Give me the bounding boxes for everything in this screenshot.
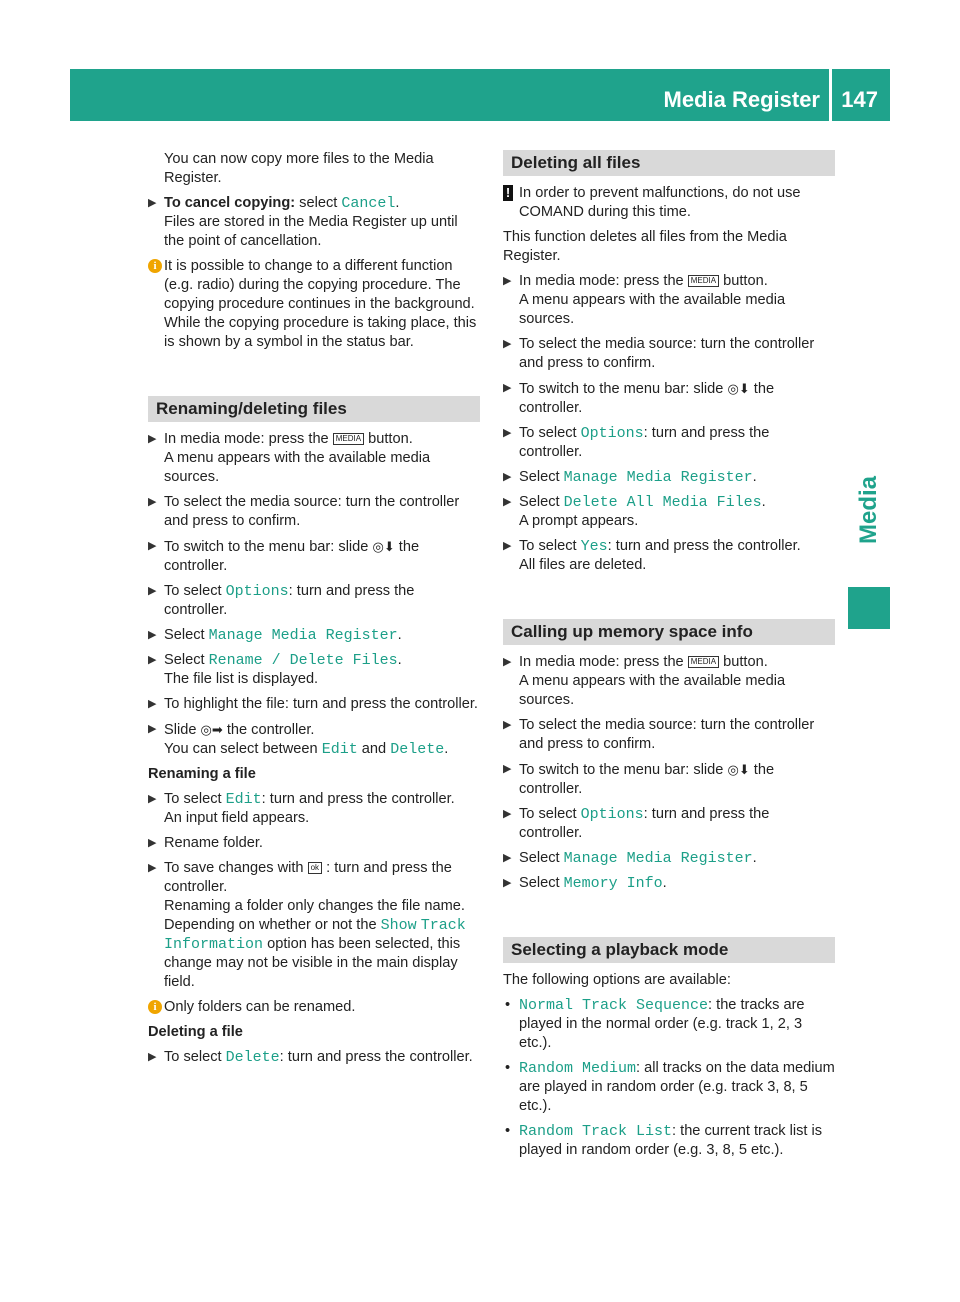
option-random-medium: • Random Medium: all tracks on the data medium are played in random order (e.g. track 3, 8, 5 etc.). <box>505 1060 835 1114</box>
bullet-icon: • <box>505 997 511 1013</box>
code-cancel: Cancel <box>341 195 396 212</box>
arrow-icon: ▶ <box>148 698 157 710</box>
step-menu-bar: ▶ To switch to the menu bar: slide ◎⬇ the controller. <box>148 539 420 574</box>
arrow-icon: ▶ <box>148 540 157 552</box>
code-options: Options <box>225 583 289 600</box>
controller-right-icon: ◎➡ <box>200 722 223 737</box>
code-manage-media-register: Manage Media Register <box>563 850 753 867</box>
arrow-icon: ▶ <box>148 433 157 445</box>
step-select-rename-delete: ▶ Select Rename / Delete Files. The file list is displayed. <box>148 652 402 687</box>
code-track-information: Track Information <box>164 917 466 953</box>
media-button-icon: MEDIA <box>688 275 719 287</box>
code-yes: Yes <box>580 538 608 555</box>
options-available-text: The following options are available: <box>503 972 731 988</box>
arrow-icon: ▶ <box>148 862 157 874</box>
side-tab <box>848 440 890 580</box>
info-icon: i <box>148 1000 162 1014</box>
bullet-icon: • <box>505 1123 511 1139</box>
note-change-function: i It is possible to change to a different function (e.g. radio) during the copying procedure. The copying procedure continues in the background. While the copying procedure is taking place, this is shown by a symbol in the status bar. <box>148 257 480 352</box>
arrow-icon: ▶ <box>503 382 512 394</box>
step-select-source: ▶ To select the media source: turn the controller and press to confirm. <box>503 336 815 371</box>
arrow-icon: ▶ <box>503 808 512 820</box>
code-options: Options <box>580 806 644 823</box>
step-select-edit: ▶ To select Edit: turn and press the controller. An input field appears. <box>148 791 455 826</box>
intro-text: You can now copy more files to the Media Register. <box>164 151 434 186</box>
step-select-yes: ▶ To select Yes: turn and press the controller. All files are deleted. <box>503 538 801 573</box>
step-rename-folder: ▶ Rename folder. <box>148 835 263 851</box>
step-select-delete: ▶ To select Delete: turn and press the controller. <box>148 1049 473 1066</box>
arrow-icon: ▶ <box>148 629 157 641</box>
subheading-deleting-file: Deleting a file <box>148 1024 243 1040</box>
media-button-icon: MEDIA <box>333 433 364 445</box>
code-options: Options <box>580 425 644 442</box>
code-rename-delete-files: Rename / Delete Files <box>208 652 398 669</box>
arrow-icon: ▶ <box>503 275 512 287</box>
arrow-icon: ▶ <box>148 723 157 735</box>
section-heading-memory-info: Calling up memory space info <box>503 619 835 645</box>
subheading-renaming-file: Renaming a file <box>148 766 256 782</box>
arrow-icon: ▶ <box>148 496 157 508</box>
code-normal-track-sequence: Normal Track Sequence <box>519 997 709 1014</box>
info-icon: i <box>148 259 162 273</box>
page-header <box>70 69 890 121</box>
controller-down-icon: ◎⬇ <box>372 539 395 554</box>
step-select-manage: ▶ Select Manage Media Register. <box>503 469 757 486</box>
code-manage-media-register: Manage Media Register <box>563 469 753 486</box>
step-press-media: ▶ In media mode: press the MEDIA button. A menu appears with the available media sources. <box>503 654 786 708</box>
right-column <box>503 150 835 1166</box>
code-random-medium: Random Medium <box>519 1060 637 1077</box>
arrow-icon: ▶ <box>503 540 512 552</box>
arrow-icon: ▶ <box>503 877 512 889</box>
controller-down-icon: ◎⬇ <box>727 762 750 777</box>
step-select-manage: ▶ Select Manage Media Register. <box>148 627 402 644</box>
step-select-delete-all: ▶ Select Delete All Media Files. A prompt appears. <box>503 494 766 529</box>
warning-icon: ! <box>503 185 513 201</box>
bullet-icon: • <box>505 1060 511 1076</box>
step-select-source: ▶ To select the media source: turn the controller and press to confirm. <box>148 494 460 529</box>
side-tab-marker <box>848 587 890 629</box>
arrow-icon: ▶ <box>148 793 157 805</box>
step-press-media: ▶ In media mode: press the MEDIA button. A menu appears with the available media sources. <box>503 273 786 327</box>
page-number: 147 <box>841 87 878 112</box>
arrow-icon: ▶ <box>148 654 157 666</box>
arrow-icon: ▶ <box>148 197 157 209</box>
code-edit: Edit <box>225 791 262 808</box>
step-select-memory-info: ▶ Select Memory Info. <box>503 875 667 892</box>
arrow-icon: ▶ <box>503 496 512 508</box>
arrow-icon: ▶ <box>503 719 512 731</box>
warning-note: ! In order to prevent malfunctions, do not use COMAND during this time. <box>503 184 835 222</box>
code-random-track-list: Random Track List <box>519 1123 673 1140</box>
section-heading-playback-mode: Selecting a playback mode <box>503 937 835 963</box>
controller-down-icon: ◎⬇ <box>727 381 750 396</box>
code-delete: Delete <box>225 1049 280 1066</box>
step-select-options: ▶ To select Options: turn and press the controller. <box>503 425 770 460</box>
step-menu-bar: ▶ To switch to the menu bar: slide ◎⬇ the controller. <box>503 381 775 416</box>
step-press-media: ▶ In media mode: press the MEDIA button. A menu appears with the available media sources. <box>148 431 431 485</box>
ok-button-icon: ok <box>308 862 322 874</box>
note-only-folders: i Only folders can be renamed. <box>148 998 480 1017</box>
code-edit: Edit <box>321 741 358 758</box>
step-select-options: ▶ To select Options: turn and press the controller. <box>503 806 770 841</box>
arrow-icon: ▶ <box>148 1051 157 1063</box>
code-delete: Delete <box>390 741 445 758</box>
step-cancel-copying: ▶ To cancel copying: select Cancel. Files are stored in the Media Register up until the point of cancellation. <box>148 195 458 249</box>
arrow-icon: ▶ <box>148 585 157 597</box>
step-save-changes: ▶ To save changes with ok : turn and press the controller. Renaming a folder only changes the file name. Depending on whether or not the Show Track Information option has been selected, this change may not be visible in the main display field. <box>148 860 466 990</box>
step-select-manage: ▶ Select Manage Media Register. <box>503 850 757 867</box>
step-select-options: ▶ To select Options: turn and press the controller. <box>148 583 415 618</box>
code-memory-info: Memory Info <box>563 875 663 892</box>
arrow-icon: ▶ <box>503 763 512 775</box>
left-column <box>148 150 480 1073</box>
code-manage-media-register: Manage Media Register <box>208 627 398 644</box>
side-tab-label: Media <box>855 475 883 545</box>
option-random-track-list: • Random Track List: the current track list is played in random order (e.g. 3, 8, 5 etc.). <box>505 1123 823 1158</box>
code-show: Show <box>380 917 417 934</box>
arrow-icon: ▶ <box>503 656 512 668</box>
deletes-all-text: This function deletes all files from the Media Register. <box>503 229 787 264</box>
step-slide-controller: ▶ Slide ◎➡ the controller. You can select between Edit and Delete. <box>148 722 449 758</box>
step-highlight-file: ▶ To highlight the file: turn and press the controller. <box>148 696 478 712</box>
option-normal-track-sequence: • Normal Track Sequence: the tracks are played in the normal order (e.g. track 1, 2, 3 etc.). <box>505 997 805 1051</box>
step-menu-bar: ▶ To switch to the menu bar: slide ◎⬇ the controller. <box>503 762 775 797</box>
arrow-icon: ▶ <box>503 852 512 864</box>
arrow-icon: ▶ <box>503 427 512 439</box>
arrow-icon: ▶ <box>148 837 157 849</box>
code-delete-all-media-files: Delete All Media Files <box>563 494 762 511</box>
arrow-icon: ▶ <box>503 471 512 483</box>
media-button-icon: MEDIA <box>688 656 719 668</box>
section-heading-renaming: Renaming/deleting files <box>148 396 480 422</box>
header-divider <box>829 69 832 121</box>
section-heading-deleting-all: Deleting all files <box>503 150 835 176</box>
step-select-source: ▶ To select the media source: turn the controller and press to confirm. <box>503 717 815 752</box>
arrow-icon: ▶ <box>503 338 512 350</box>
header-title: Media Register <box>663 87 820 112</box>
